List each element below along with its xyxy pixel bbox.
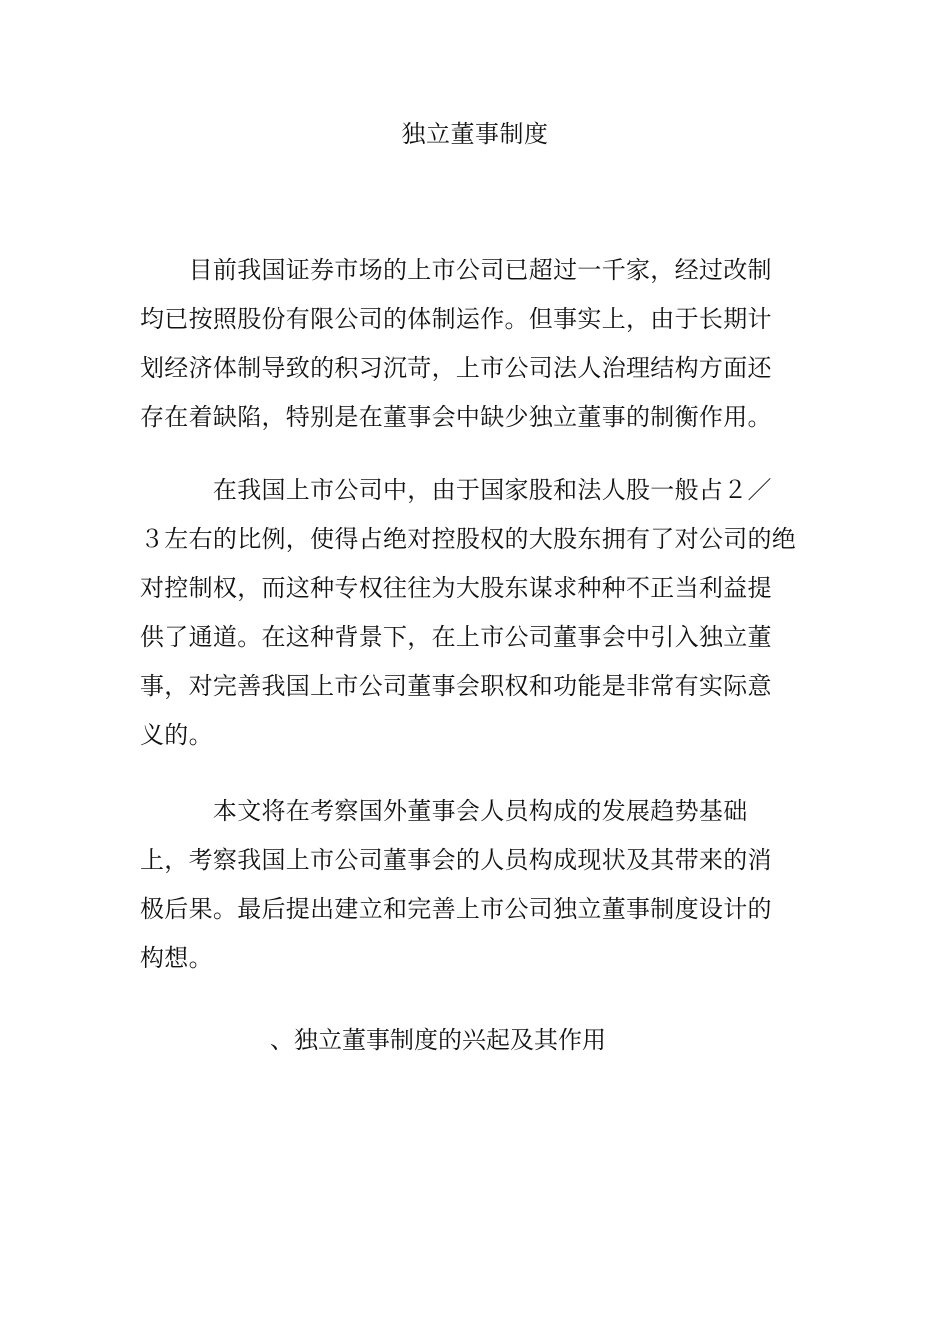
paragraph-line: 本文将在考察国外董事会人员构成的发展趋势基础 bbox=[140, 797, 748, 825]
paragraph-line: 存在着缺陷，特别是在董事会中缺少独立董事的制衡作用。 bbox=[140, 403, 772, 431]
paragraph-line: ３左右的比例，使得占绝对控股权的大股东拥有了对公司的绝 bbox=[140, 525, 797, 553]
paragraph-1 bbox=[140, 246, 830, 442]
paragraph-2 bbox=[140, 466, 830, 760]
document-title: 独立董事制度 bbox=[401, 120, 549, 148]
paragraph-line: 在我国上市公司中，由于国家股和法人股一般占２／ bbox=[140, 476, 772, 504]
paragraph-line: 上，考察我国上市公司董事会的人员构成现状及其带来的消 bbox=[140, 846, 772, 874]
paragraph-line: 构想。 bbox=[140, 944, 213, 972]
section-heading: 、独立董事制度的兴起及其作用 bbox=[270, 1026, 606, 1054]
paragraph-line: 供了通道。在这种背景下，在上市公司董事会中引入独立董 bbox=[140, 623, 772, 651]
paragraph-line: 划经济体制导致的积习沉苛，上市公司法人治理结构方面还 bbox=[140, 354, 772, 382]
paragraph-3 bbox=[140, 787, 830, 983]
paragraph-line: 目前我国证券市场的上市公司已超过一千家，经过改制 bbox=[140, 256, 772, 284]
paragraph-line: 均已按照股份有限公司的体制运作。但事实上，由于长期计 bbox=[140, 305, 772, 333]
paragraph-line: 事，对完善我国上市公司董事会职权和功能是非常有实际意 bbox=[140, 672, 772, 700]
paragraph-line: 对控制权，而这种专权往往为大股东谋求种种不正当利益提 bbox=[140, 574, 772, 602]
paragraph-line: 义的。 bbox=[140, 721, 213, 749]
paragraph-line: 极后果。最后提出建立和完善上市公司独立董事制度设计的 bbox=[140, 895, 772, 923]
